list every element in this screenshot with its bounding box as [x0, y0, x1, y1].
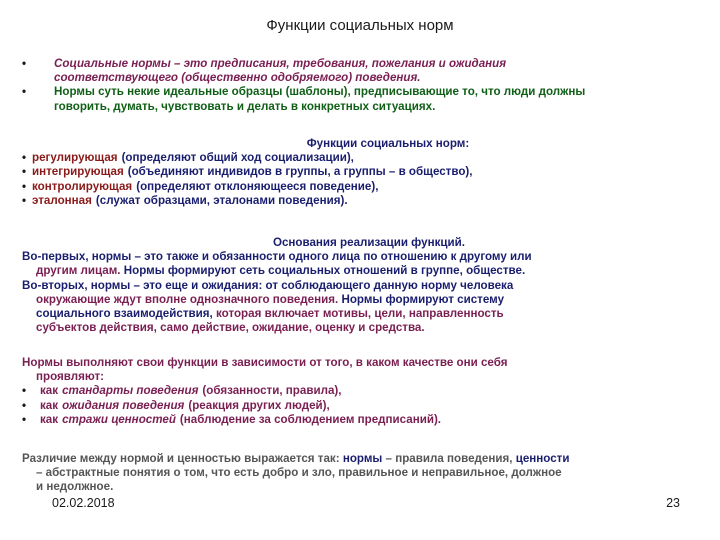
- basis-section: [22, 236, 702, 335]
- norms-item: [22, 384, 702, 398]
- difference-key: ценности: [515, 452, 570, 465]
- function-desc: (определяют общий ход социализации),: [121, 151, 354, 165]
- intro-list: [22, 57, 702, 114]
- basis-line: Во-вторых, нормы – это еще и ожидания: от соблюдающего данную норму человека: [22, 278, 514, 292]
- function-item: [22, 165, 702, 179]
- function-key: контролирующая: [32, 179, 133, 193]
- norms-lead: как: [40, 412, 59, 426]
- functions-heading: Функции социальных норм:: [306, 137, 470, 150]
- intro-item: [22, 57, 702, 85]
- basis-text: которая включает мотивы, цели, направленность: [216, 307, 504, 321]
- norms-key: ожидания поведения: [62, 398, 185, 412]
- basis-line: Во-первых, нормы – это также и обязанности одного лица по отношению к другому или: [22, 250, 532, 264]
- norms-lead: как: [40, 398, 59, 412]
- function-key: интегрирующая: [32, 165, 124, 179]
- norms-key: стандарты поведения: [62, 384, 199, 398]
- basis-text: Нормы формируют систему: [341, 292, 505, 306]
- difference-section: [22, 452, 702, 495]
- function-key: эталонная: [32, 193, 92, 207]
- basis-text: окружающие ждут вполне однозначного поведения.: [36, 292, 339, 306]
- basis-text: другим лицам.: [36, 264, 121, 278]
- norms-item: [22, 413, 702, 427]
- norms-line: проявляют:: [36, 370, 105, 384]
- norms-line: Нормы выполняют свои функции в зависимости от того, в каком качестве они себя: [22, 356, 508, 369]
- norms-item: [22, 399, 702, 413]
- bullet: •: [22, 165, 27, 179]
- bullet: •: [22, 179, 27, 193]
- norms-section: [22, 356, 702, 427]
- difference-text: Различие между нормой и ценностью выражается так:: [22, 452, 340, 465]
- difference-line: и недолжное.: [36, 480, 114, 494]
- slide-date: 02.02.2018: [52, 496, 115, 510]
- bullet: •: [22, 57, 27, 70]
- slide-title: Функции социальных норм: [266, 17, 454, 34]
- bullet: •: [22, 193, 27, 207]
- intro-item: [22, 85, 702, 113]
- intro-line: Социальные нормы – это предписания, требования, пожелания и ожидания: [54, 57, 507, 70]
- bullet: •: [22, 151, 27, 165]
- bullet: •: [22, 85, 27, 99]
- function-item: [22, 194, 702, 208]
- bullet: •: [22, 384, 27, 398]
- difference-key: нормы: [342, 452, 383, 465]
- intro-line: говорить, думать, чувствовать и делать в конкретных ситуациях.: [54, 99, 436, 113]
- norms-lead: как: [40, 384, 59, 398]
- basis-text: Нормы формируют сеть социальных отношений в группе, обществе.: [123, 264, 526, 278]
- basis-text: социального взаимодействия,: [36, 307, 213, 321]
- norms-desc: (наблюдение за соблюдением предписаний).: [179, 412, 442, 426]
- bullet: •: [22, 412, 27, 426]
- bullet: •: [22, 398, 27, 412]
- basis-heading: Основания реализации функций.: [272, 236, 466, 249]
- difference-text: – правила поведения,: [385, 452, 513, 465]
- function-desc: (объединяют индивидов в группы, а группы – в общество),: [127, 165, 473, 179]
- basis-paragraph-2: [22, 279, 702, 336]
- basis-paragraph-1: [22, 250, 702, 278]
- intro-line: соответствующего (общественно одобряемого) поведения.: [54, 71, 421, 85]
- functions-section: [22, 137, 702, 208]
- function-desc: (служат образцами, эталонами поведения).: [95, 193, 348, 207]
- intro-line: Нормы суть некие идеальные образцы (шаблоны), предписывающие то, что люди должны: [54, 85, 586, 99]
- function-item: [22, 151, 702, 165]
- function-item: [22, 180, 702, 194]
- function-key: регулирующая: [32, 151, 118, 165]
- slide-number: 23: [666, 496, 680, 510]
- norms-key: стражи ценностей: [62, 412, 176, 426]
- basis-line: субъектов действия, само действие, ожидание, оценку и средства.: [36, 321, 425, 335]
- norms-desc: (реакция других людей),: [188, 398, 330, 412]
- norms-desc: (обязанности, правила),: [202, 384, 342, 398]
- difference-line: – абстрактные понятия о том, что есть добро и зло, правильное и неправильное, должное: [36, 466, 562, 480]
- function-desc: (определяют отклоняющееся поведение),: [136, 179, 379, 193]
